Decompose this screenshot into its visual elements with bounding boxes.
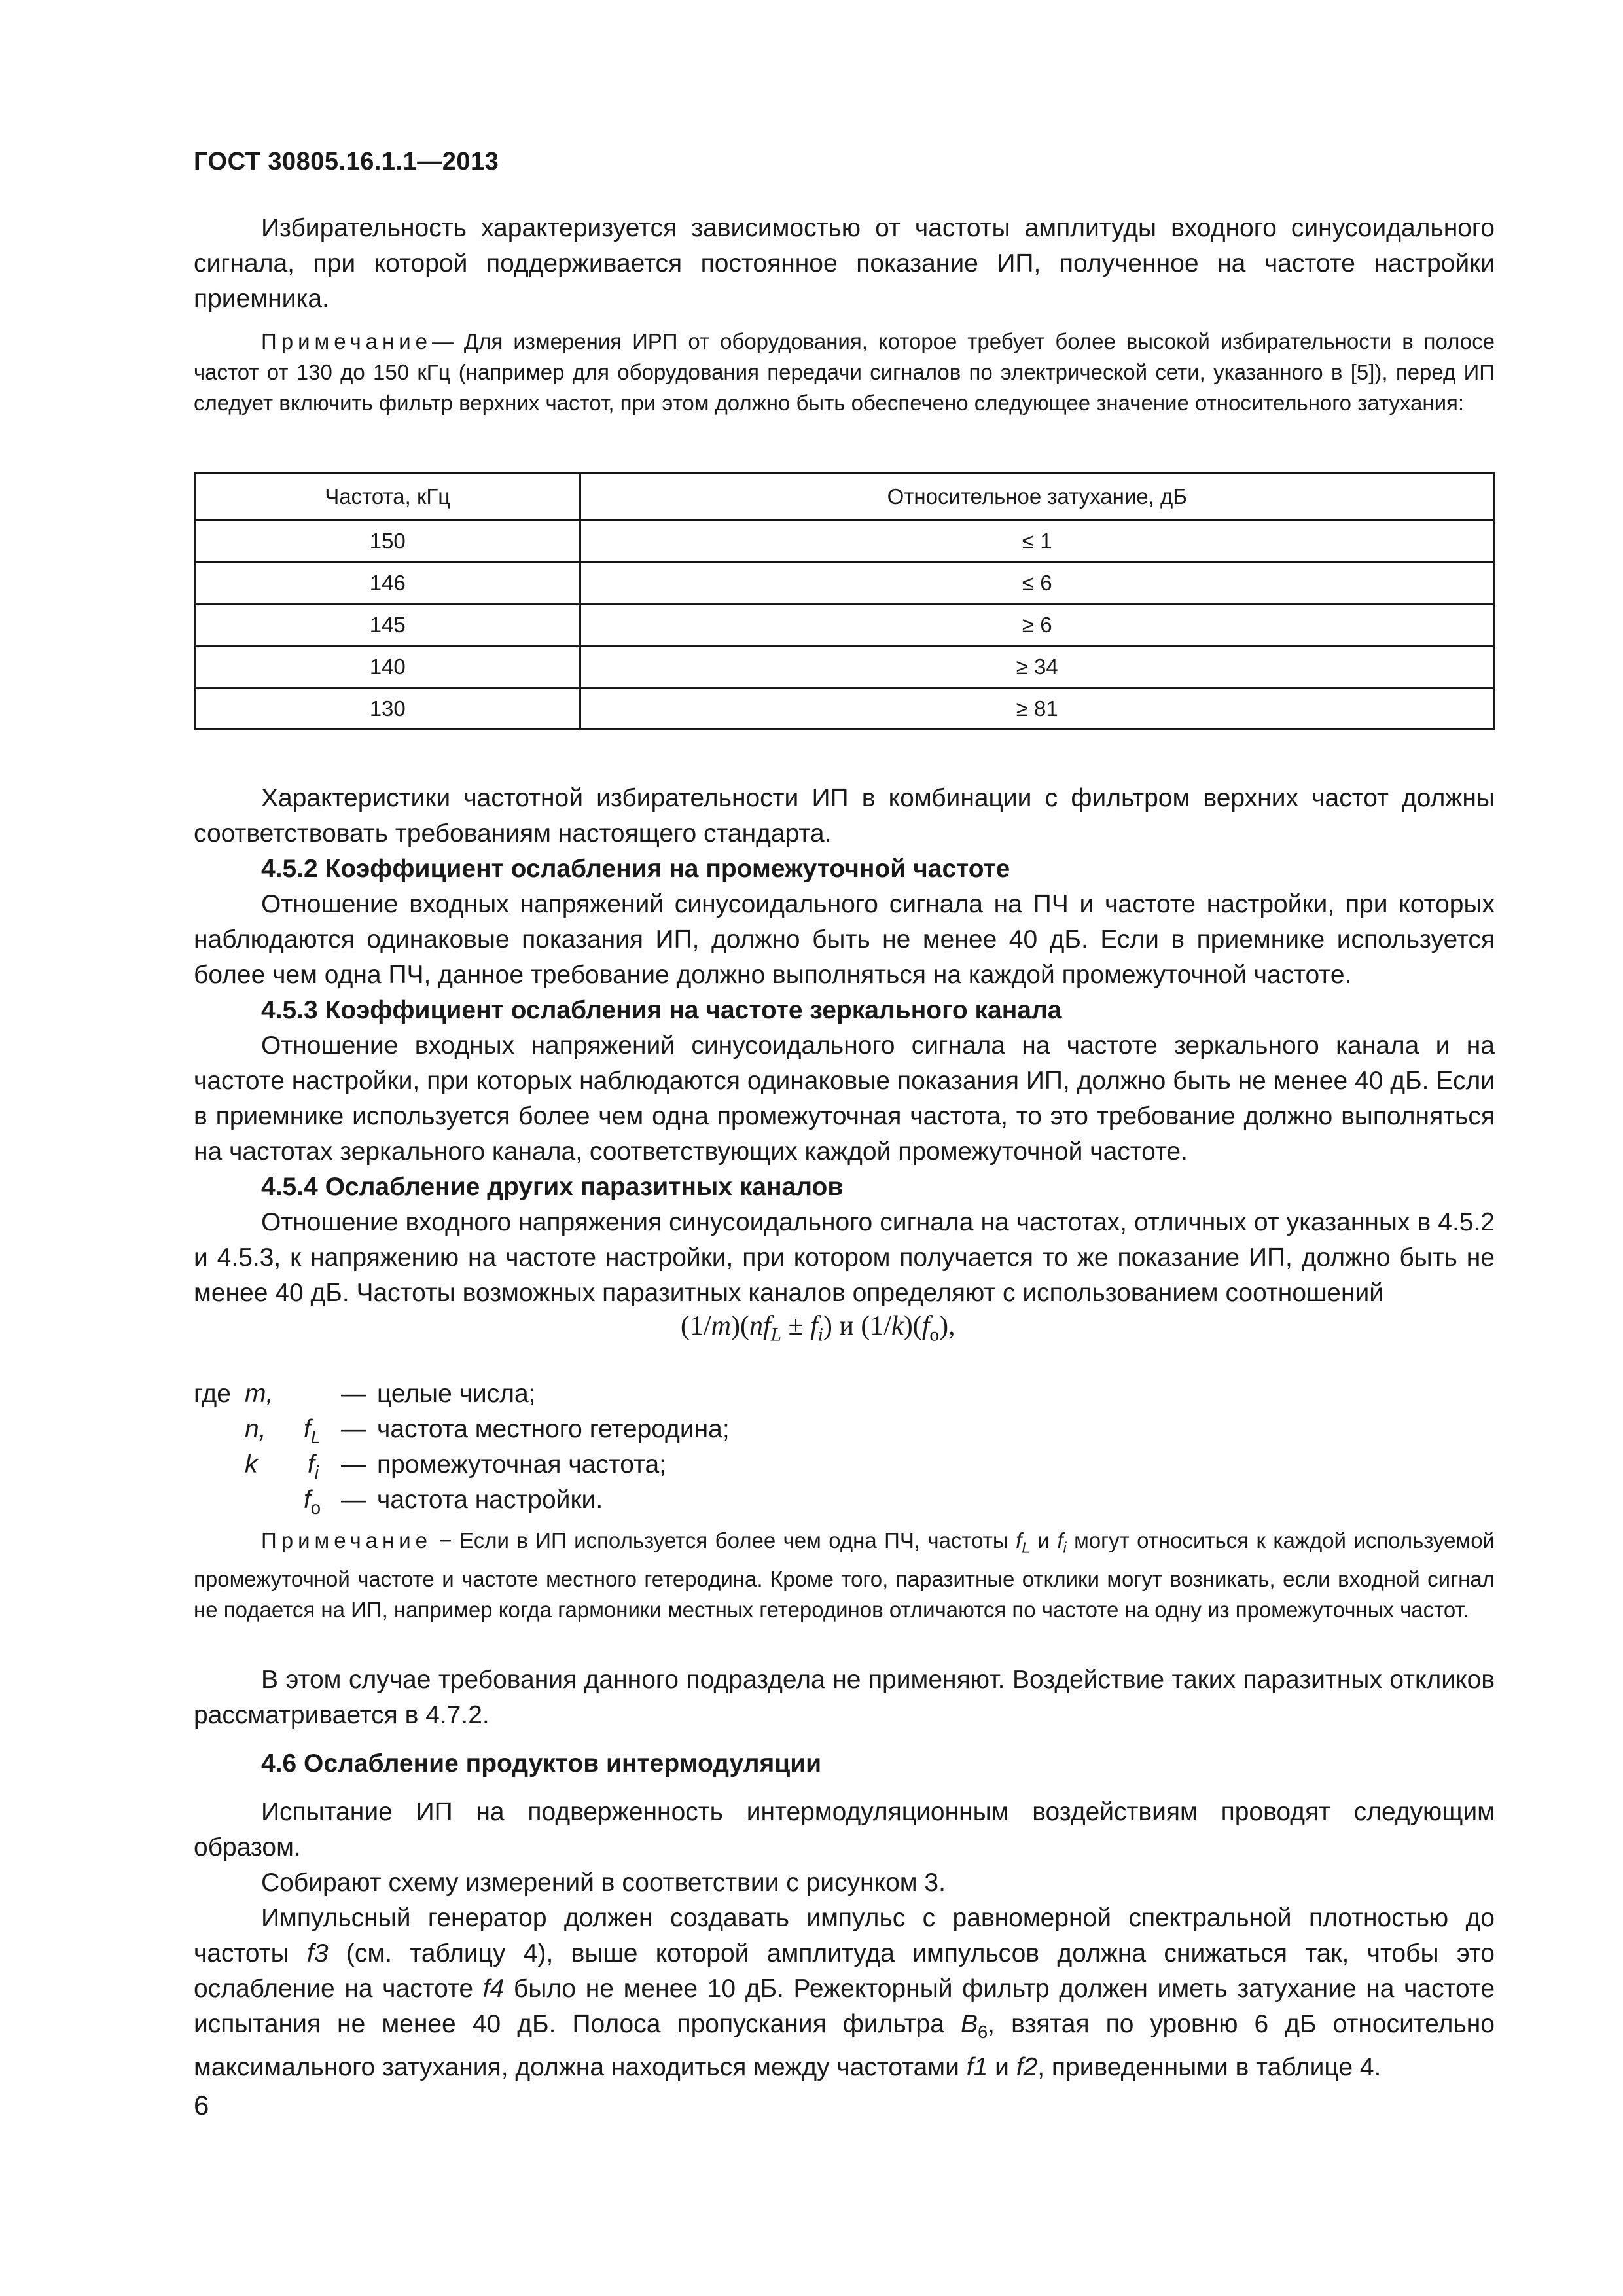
note-text: — Для измерения ИРП от оборудования, которое требует более высокой избирательности в полосе частот от 130 до 150 кГц (например для оборудования передачи сигналов по электрической сети, указанного в [5]), перед ИП следует включить фильтр верхних частот, при этом должно быть обеспечено следующее значение относительного затухания:	[194, 329, 1495, 415]
legend-symbol: $f_i$	[308, 1450, 319, 1482]
legend-prefix: где	[194, 1380, 231, 1408]
section-text-4-5-4: Отношение входного напряжения синусоидального сигнала на частотах, отличных от указанных в 4.5.2 и 4.5.3, к напряжению на частоте настройки, при котором получается то же показание ИП, должно быть не менее 40 дБ. Частоты возможных паразитных каналов определяют с использованием соотношений	[194, 1208, 1495, 1307]
legend-symbol: m, n, k	[245, 1380, 274, 1479]
table-header-cell: Частота, кГц	[195, 473, 580, 520]
legend-dash: —	[341, 1380, 366, 1408]
paragraph-after-table: Характеристики частотной избирательности ИП в комбинации с фильтром верхних частот должны соответствовать требованиям настоящего стандарта.	[194, 784, 1495, 848]
case-paragraph: В этом случае требования данного подраздела не применяют. Воздействие таких паразитных откликов рассматривается в 4.7.2.	[194, 1666, 1495, 1729]
table-cell: ≥ 6	[580, 604, 1494, 646]
section-4-6-paragraph-1: Испытание ИП на подверженность интермодуляционным воздействиям проводят следующим образом.	[194, 1798, 1495, 1861]
attenuation-table	[194, 472, 1495, 730]
note-2: Примечание − Если в ИП используется более чем одна ПЧ, частоты $f_L$ и $f_i$ могут относиться к каждой используемой промежуточной частоте и частоте местного гетеродина. Кроме того, паразитные отклики могут возникать, если входной сигнал не подается на ИП, например когда гармоники местных гетеродинов отличаются по частоте на одну из промежуточных частот.	[194, 1528, 1495, 1622]
section-heading-4-5-4: 4.5.4 Ослабление других паразитных каналов	[261, 1173, 844, 1201]
section-heading-4-5-3: 4.5.3 Коэффициент ослабления на частоте зеркального канала	[261, 996, 1062, 1024]
page-number: 6	[194, 2090, 209, 2121]
table-header-cell: Относительное затухание, дБ	[580, 473, 1494, 520]
legend-description: целые числа;	[377, 1380, 536, 1408]
table-row	[195, 520, 1494, 562]
legend-description: частота местного гетеродина;	[377, 1415, 730, 1443]
table-cell: ≥ 81	[580, 688, 1494, 730]
legend-description: промежуточная частота;	[377, 1450, 667, 1479]
section-text-4-5-3: Отношение входных напряжений синусоидального сигнала на частоте зеркального канала и на частоте настройки, при которых наблюдаются одинаковые показания ИП, должно быть не менее 40 дБ. Если в приемнике используется более чем одна промежуточная частота, то это требование должно выполняться на частотах зеркального канала, соответствующих каждой промежуточной частоте.	[194, 1031, 1495, 1166]
standard-header: ГОСТ 30805.16.1.1—2013	[194, 148, 499, 175]
table-cell: ≤ 1	[580, 520, 1494, 562]
intro-paragraph-block	[194, 211, 1495, 317]
intro-paragraph: Избирательность характеризуется зависимостью от частоты амплитуды входного синусоидального сигнала, при которой поддерживается постоянное показание ИП, полученное на частоте настройки приемника.	[194, 214, 1495, 313]
section-heading-4-5-2: 4.5.2 Коэффициент ослабления на промежуточной частоте	[261, 855, 1010, 883]
note-label: Примечание	[261, 1528, 433, 1552]
table-cell: 146	[195, 562, 580, 604]
table-row	[195, 604, 1494, 646]
table-row	[195, 688, 1494, 730]
section-4-6-paragraph-2: Собирают схему измерений в соответствии с рисунком 3.	[261, 1869, 946, 1897]
table-header-row	[195, 473, 1494, 520]
legend-description: частота настройки.	[377, 1486, 603, 1514]
legend-dash: —	[341, 1415, 366, 1443]
main-text-block	[194, 781, 1495, 1311]
section-4-6-paragraph-3: Импульсный генератор должен создавать импульс с равномерной спектральной плотностью до частоты f3 (см. таблицу 4), выше которой амплитуда импульсов должна снижаться так, чтобы это ослабление на частоте f4 было не менее 10 дБ. Режекторный фильтр должен иметь затухание на частоте испытания не менее 40 дБ. Полоса пропускания фильтра $B_6$, взятая по уровню 6 дБ относительно максимального затухания, должна находиться между частотами f1 и f2, приведенными в таблице 4.	[194, 1904, 1495, 2081]
section-text-4-5-2: Отношение входных напряжений синусоидального сигнала на ПЧ и частоте настройки, при которых наблюдаются одинаковые показания ИП, должно быть не менее 40 дБ. Если в приемнике используется более чем одна ПЧ, данное требование должно выполняться на каждой промежуточной частоте.	[194, 890, 1495, 989]
case-paragraph-block	[194, 1662, 1495, 1733]
note-label: Примечание	[261, 329, 433, 353]
note-1	[194, 326, 1495, 418]
table-cell: ≥ 34	[580, 646, 1494, 688]
legend-symbol: $f_o$	[304, 1486, 321, 1518]
table-cell: 150	[195, 520, 580, 562]
frequency-formula: $(1/m)(nf_L \pm f_i)$ и $(1/k)(f_o)$,	[681, 1311, 955, 1346]
table-cell: 140	[195, 646, 580, 688]
legend-symbol: $f_L$	[304, 1415, 321, 1447]
section-heading-4-6: 4.6 Ослабление продуктов интермодуляции	[261, 1749, 822, 1778]
table-cell: ≤ 6	[580, 562, 1494, 604]
table-row	[195, 562, 1494, 604]
table-cell: 145	[195, 604, 580, 646]
legend-dash: —	[341, 1486, 366, 1514]
table-row	[195, 646, 1494, 688]
section-4-6	[194, 1746, 1495, 2085]
legend-dash: —	[341, 1450, 366, 1479]
table-cell: 130	[195, 688, 580, 730]
